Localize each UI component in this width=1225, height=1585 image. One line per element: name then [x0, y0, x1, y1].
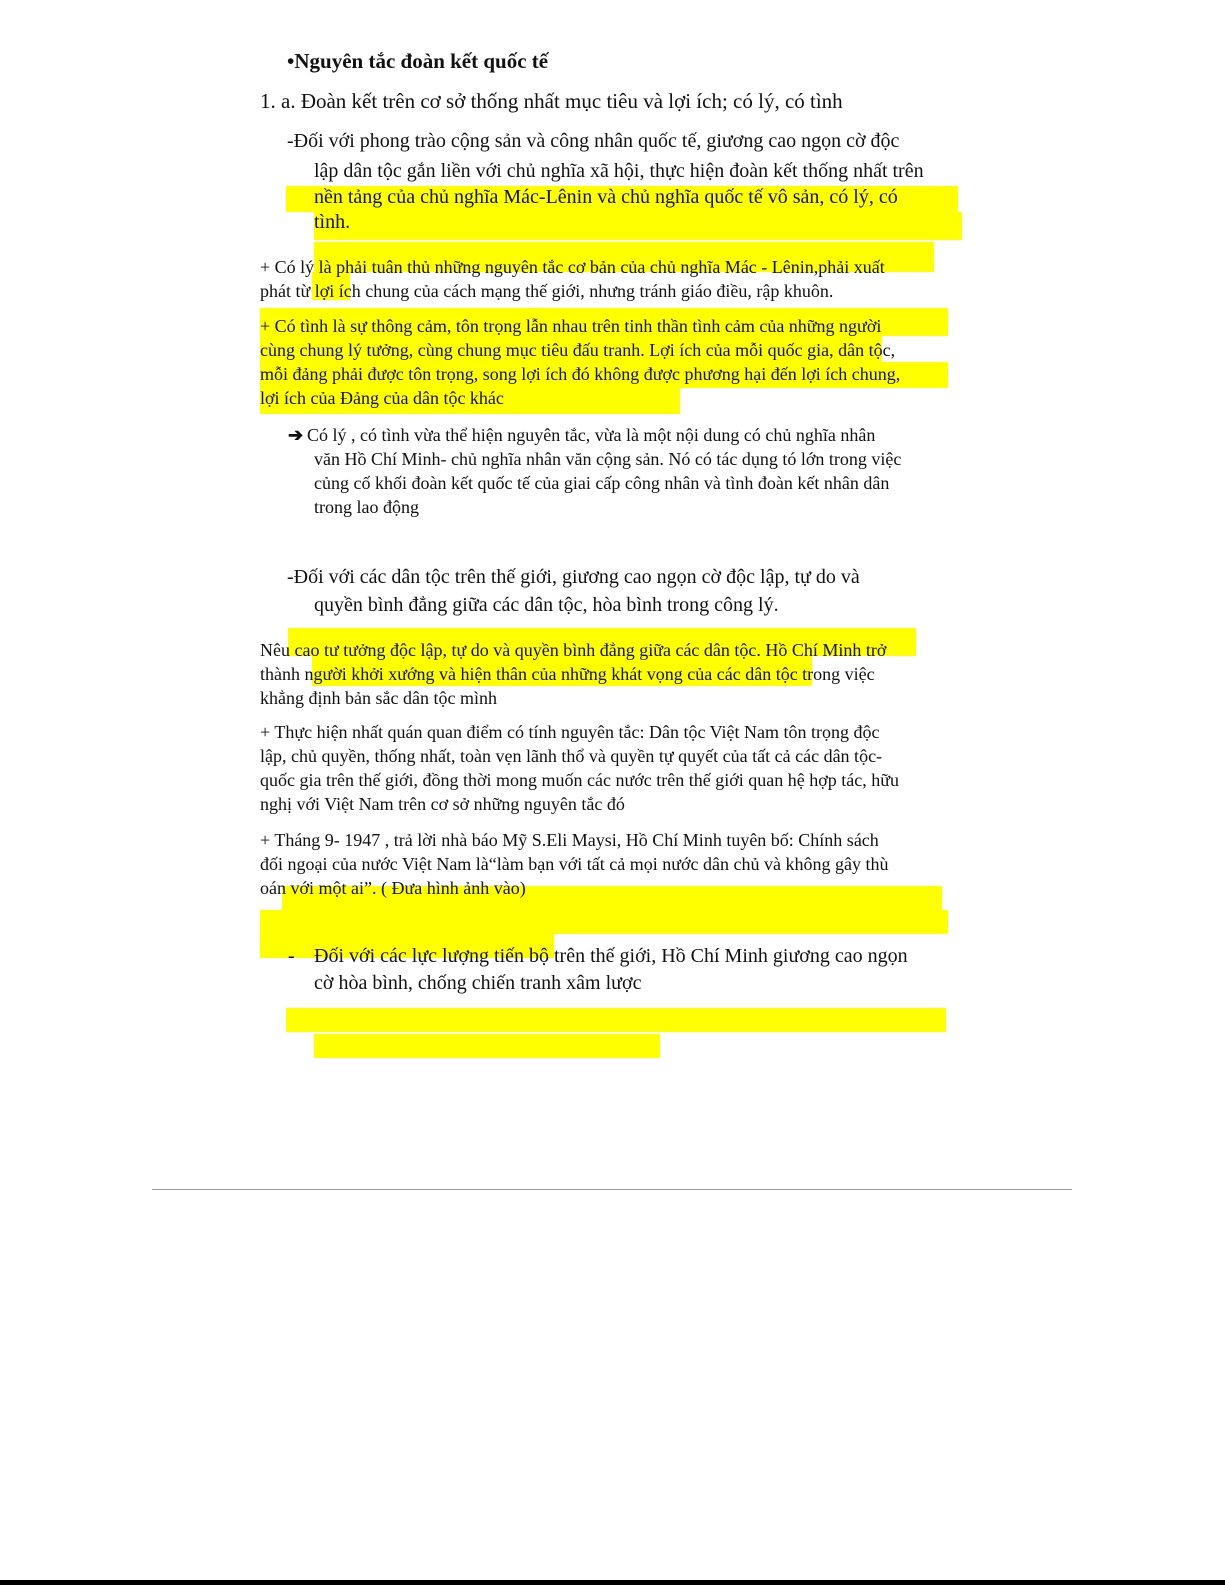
text-line: -Đối với các dân tộc trên thế giới, giương cao ngọn cờ độc lập, tự do và [287, 566, 860, 588]
text-line: văn Hồ Chí Minh- chủ nghĩa nhân văn cộng sản. Nó có tác dụng tó lớn trong việc [314, 449, 902, 469]
text-line: lợi ích của Đảng của dân tộc khác [260, 388, 504, 408]
text-line: lập dân tộc gắn liền với chủ nghĩa xã hội, thực hiện đoàn kết thống nhất trên [314, 160, 924, 182]
text-line: quyền bình đẳng giữa các dân tộc, hòa bình trong công lý. [314, 594, 779, 616]
text-line: thành người khởi xướng và hiện thân của những khát vọng của các dân tộc trong việc [260, 664, 875, 684]
highlight [314, 1034, 660, 1058]
text-line: + Có lý là phải tuân thủ những nguyên tắc cơ bản của chủ nghĩa Mác - Lênin,phải xuất [260, 257, 885, 277]
text-line: mỗi đảng phải được tôn trọng, song lợi ích đó không được phương hại đến lợi ích chung, [260, 364, 901, 384]
text-line: + Có tình là sự thông cảm, tôn trọng lẫn nhau trên tinh thần tình cảm của những người [260, 316, 882, 336]
text-line: phát từ lợi ích chung của cách mạng thế giới, nhưng tránh giáo điều, rập khuôn. [260, 281, 834, 301]
page-divider [152, 1189, 1072, 1190]
text-line: quốc gia trên thế giới, đồng thời mong muốn các nước trên thế giới quan hệ hợp tác, hữu [260, 770, 899, 790]
text-line: Đối với các lực lượng tiến bộ trên thế giới, Hồ Chí Minh giương cao ngọn [314, 945, 908, 967]
text-line: Có lý , có tình vừa thể hiện nguyên tắc, vừa là một nội dung có chủ nghĩa nhân [307, 425, 876, 445]
list-dash: - [288, 945, 295, 967]
highlight [286, 1008, 946, 1032]
text-line: lập, chủ quyền, thống nhất, toàn vẹn lãnh thổ và quyền tự quyết của tất cả các dân tộc- [260, 746, 883, 766]
text-line: nghị với Việt Nam trên cơ sở những nguyên tắc đó [260, 794, 625, 814]
text-line: cùng chung lý tưởng, cùng chung mục tiêu đấu tranh. Lợi ích của mỗi quốc gia, dân tộc, [260, 340, 896, 360]
text-line: khẳng định bản sắc dân tộc mình [260, 688, 497, 708]
text-line: đối ngoại của nước Việt Nam là“làm bạn với tất cả mọi nước dân chủ và không gây thù [260, 854, 889, 874]
page-title: •Nguyên tắc đoàn kết quốc tế [287, 49, 549, 73]
bottom-edge-bar [0, 1580, 1225, 1585]
text-line: oán với một ai”. ( Đưa hình ảnh vào) [260, 878, 526, 898]
text-line: -Đối với phong trào cộng sản và công nhân quốc tế, giương cao ngọn cờ độc [287, 130, 900, 152]
section-heading: 1. a. Đoàn kết trên cơ sở thống nhất mục tiêu và lợi ích; có lý, có tình [260, 89, 843, 113]
text-line: Nêu cao tư tưởng độc lập, tự do và quyền bình đẳng giữa các dân tộc. Hồ Chí Minh trở [260, 640, 887, 660]
text-line: củng cố khối đoàn kết quốc tế của giai cấp công nhân và tình đoàn kết nhân dân [314, 473, 890, 493]
text-line: + Tháng 9- 1947 , trả lời nhà báo Mỹ S.Eli Maysi, Hồ Chí Minh tuyên bố: Chính sách [260, 830, 879, 850]
text-line: nền tảng của chủ nghĩa Mác-Lênin và chủ nghĩa quốc tế vô sản, có lý, có [314, 186, 898, 208]
text-line: tình. [314, 211, 351, 233]
highlight [260, 910, 948, 934]
highlight [314, 212, 962, 240]
text-line: cờ hòa bình, chống chiến tranh xâm lược [314, 972, 642, 994]
text-line: + Thực hiện nhất quán quan điểm có tính nguyên tắc: Dân tộc Việt Nam tôn trọng độc [260, 722, 880, 742]
text-line: trong lao động [314, 497, 419, 517]
arrow-icon: ➔ [288, 425, 304, 445]
